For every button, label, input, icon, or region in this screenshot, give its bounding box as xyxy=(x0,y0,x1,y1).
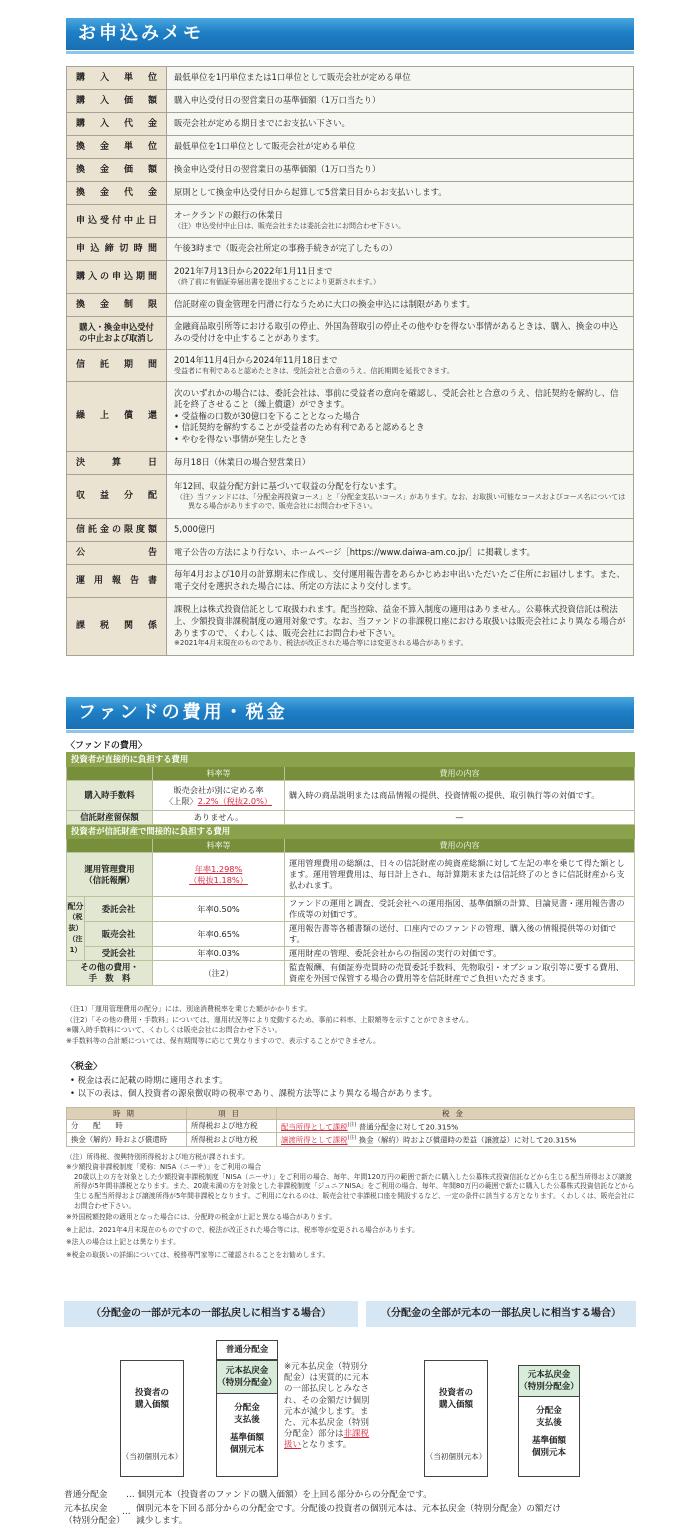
memo-key: 収益分配 xyxy=(67,475,167,519)
memo-key: 換金単位 xyxy=(67,136,167,159)
fee-other-label: その他の費用・ 手 数 料 xyxy=(67,961,153,986)
application-memo-table xyxy=(66,66,634,656)
refund-box: 元本払戻金 （特別分配金） xyxy=(216,1360,278,1394)
memo-key: 購入単位 xyxy=(67,67,167,90)
tax-bullets: • 税金は表に記載の時期に適用されます。 • 以下の表は、個人投資者の源泉徴収時の税率であり、課税方法等により異なる場合があります。 xyxy=(70,1075,438,1098)
memo-key: 購入代金 xyxy=(67,113,167,136)
memo-value: 金融商品取引所等における取引の停止、外国為替取引の停止その他やむを得ない事情があるときは、購入、換金の申込みの受付けを中止することがあります。 xyxy=(167,317,634,350)
fee-itaku-desc: ファンドの運用と調査、受託会社への運用指図、基準価額の計算、目論見書・運用報告書の作成等の対価です。 xyxy=(285,897,635,922)
normal-distribution-box: 普通分配金 xyxy=(216,1340,278,1360)
memo-value: 販売会社が定める期日までにお支払い下さい。 xyxy=(167,113,634,136)
tax-heading: 〈税金〉 xyxy=(66,1062,103,1072)
fee-hanbai-desc: 運用報告書等各種書類の送付、口座内でのファンドの管理、購入後の情報提供等の対価です。 xyxy=(285,922,635,947)
memo-value: オークランドの銀行の休業日 （注）申込受付中止日は、販売会社または委託会社にお問合わせ下さい。 xyxy=(167,205,634,238)
memo-value: 最低単位を1口単位として販売会社が定める単位 xyxy=(167,136,634,159)
fee-buy-label: 購入時手数料 xyxy=(67,781,153,811)
fee-mgmt-label: 運用管理費用 （信託報酬） xyxy=(67,853,153,897)
fee-reserve-label: 信託財産留保額 xyxy=(67,811,153,825)
memo-key: 運用報告書 xyxy=(67,565,167,598)
section-title-memo: お申込みメモ xyxy=(66,18,634,50)
memo-key: 申込受付中止日 xyxy=(67,205,167,238)
memo-value: 毎月18日（休業日の場合翌営業日） xyxy=(167,452,634,475)
tax-row-tax: 譲渡所得として課税$^{(注)}$ 換金（解約）時および償還時の差益（譲渡益）に対して20.315% xyxy=(277,1133,635,1146)
memo-value: 5,000億円 xyxy=(167,519,634,542)
fee-col-desc: 費用の内容 xyxy=(285,767,635,781)
tax-col-period: 時期 xyxy=(67,1108,187,1120)
tax-table xyxy=(66,1107,635,1147)
fee-reserve-rate: ありません。 xyxy=(153,811,285,825)
memo-key: 申込締切時間 xyxy=(67,238,167,261)
memo-value: 午後3時まで（販売会社所定の事務手続きが完了したもの） xyxy=(167,238,634,261)
tax-row-period: 分 配 時 xyxy=(67,1120,187,1133)
memo-key: 購入・換金申込受付 の中止および取消し xyxy=(67,317,167,350)
fee-notes: （注1）「運用管理費用の配分」には、別途消費税率を乗じた額がかかります。 （注2）「その他の費用・手数料」については、運用状況等により変動するため、事前に料率、上限額等を示すことができません。 ※購入時手数料について、くわしくは販売会社にお問合わせ下さい。 ※手数料等の合計額については、保有期間等に応じて異なりますので、表示することができません。 xyxy=(66,1005,473,1045)
memo-key: 購入価額 xyxy=(67,90,167,113)
tax-row-item: 所得税および地方税 xyxy=(187,1133,277,1146)
fee-jutaku-rate: 年率0.03% xyxy=(153,947,285,961)
tax-col-tax: 税金 xyxy=(277,1108,635,1120)
memo-key: 繰上償還 xyxy=(67,382,167,452)
memo-key: 決算日 xyxy=(67,452,167,475)
tax-notes: （注）所得税、復興特別所得税および地方税が課されます。 ※少額投資非課税制度「愛称：NISA（ニーサ）」をご利用の場合 20歳以上の方を対象とした少額投資非課税制度「NISA（ニーサ）」をご利用の場合、毎年、年間120万円の範囲で新たに購入した公募株式投資信託などから生じる配当所得および譲渡所得が5年間非課税となります。また、20歳未満の方を対象とした非課税制度「ジュニアNISA」をご利用の場合、毎年、年間80万円の範囲で新たに購入した公募株式投資信託などから生じる配当所得および譲渡所得が5年間非課税となります。ご利用になれるのは、販売会社で非課税口座を開設するなど、一定の条件に該当する方となります。くわしくは、販売会社にお問合わせ下さい。 ※外国税額控除の適用となった場合には、分配時の税金が上記と異なる場合があります。 ※上記は、2021年4月末現在のものですので、税法が改正された場合等には、税率等が変更される場合があります。 ※法人の場合は上記とは異なります。 ※税金の取扱いの詳細については、税務専門家等にご確認されることをお勧めします。 xyxy=(66,1153,635,1260)
after-payout-box-right: 分配金 支払後 基準価額 個別元本 xyxy=(518,1397,580,1477)
fee-other-rate: （注2） xyxy=(153,961,285,986)
fee-mgmt-desc: 運用管理費用の総額は、日々の信託財産の純資産総額に対して左記の率を乗じて得た額とします。運用管理費用は、毎日計上され、毎計算期末または信託終了のときに信託財産から支払われます。 xyxy=(285,853,635,897)
memo-key: 信託金の限度額 xyxy=(67,519,167,542)
fee-itaku-rate: 年率0.50% xyxy=(153,897,285,922)
memo-key: 購入の申込期間 xyxy=(67,261,167,294)
legend-normal: 普通分配金 … 個別元本（投資者のファンドの購入価額）を上回る部分からの分配金です。 xyxy=(64,1490,432,1500)
payout-right-title: （分配金の全部が元本の一部払戻しに相当する場合） xyxy=(366,1301,636,1327)
memo-key: 換金価額 xyxy=(67,159,167,182)
memo-key: 公告 xyxy=(67,542,167,565)
fee-alloc-label: 配分 （税抜） （注1） xyxy=(67,897,85,961)
memo-value: 最低単位を1円単位または1口単位として販売会社が定める単位 xyxy=(167,67,634,90)
memo-key: 信託期間 xyxy=(67,350,167,382)
memo-value: 電子公告の方法により行ない、ホームページ［https://www.daiwa-am.co.jp/］に掲載します。 xyxy=(167,542,634,565)
memo-key: 換金制限 xyxy=(67,294,167,317)
fee-section-direct: 投資者が直接的に負担する費用 xyxy=(67,753,635,767)
memo-value: 課税上は株式投資信託として取扱われます。配当控除、益金不算入制度の適用はありません。公募株式投資信託は税法上、少額投資非課税制度の適用対象です。なお、当ファンドの非課税口座における取扱いは販売会社により異なる場合がありますので、くわしくは、販売会社にお問合わせ下さい。 ※2021年4月末現在のものであり、税法が改正された場合等には変更される場合があります。 xyxy=(167,598,634,656)
memo-key: 換金代金 xyxy=(67,182,167,205)
fee-jutaku-desc: 運用財産の管理、委託会社からの指図の実行の対価です。 xyxy=(285,947,635,961)
tax-row-item: 所得税および地方税 xyxy=(187,1120,277,1133)
memo-value: 購入申込受付日の翌営業日の基準価額（1万口当たり） xyxy=(167,90,634,113)
investor-price-box-right: 投資者の 購入価額 （当初個別元本） xyxy=(424,1360,488,1477)
payout-left-title: （分配金の一部が元本の一部払戻しに相当する場合） xyxy=(64,1301,358,1327)
memo-value: 信託財産の資金管理を円滑に行なうために大口の換金申込には制限があります。 xyxy=(167,294,634,317)
fee-hanbai-label: 販売会社 xyxy=(85,922,153,947)
refund-box-right: 元本払戻金 （特別分配金） xyxy=(518,1365,580,1397)
fee-section-indirect: 投資者が信託財産で間接的に負担する費用 xyxy=(67,825,635,839)
after-payout-box: 分配金 支払後 基準価額 個別元本 xyxy=(216,1394,278,1477)
memo-value: 原則として換金申込受付日から起算して5営業日目からお支払いします。 xyxy=(167,182,634,205)
fee-col-rate: 料率等 xyxy=(153,767,285,781)
fee-itaku-label: 委託会社 xyxy=(85,897,153,922)
tax-row-period: 換金（解約）時および償還時 xyxy=(67,1133,187,1146)
fee-reserve-desc: — xyxy=(285,811,635,825)
fee-hanbai-rate: 年率0.65% xyxy=(153,922,285,947)
memo-value: 2021年7月13日から2022年1月11日まで （終了前に有価証券届出書を提出することにより更新されます。） xyxy=(167,261,634,294)
fee-buy-desc: 購入時の商品説明または商品情報の提供、投資情報の提供、取引執行等の対価です。 xyxy=(285,781,635,811)
memo-value: 年12回、収益分配方針に基づいて収益の分配を行ないます。 （注）当ファンドには、「分配金再投資コース」と「分配金支払いコース」があります。なお、お取扱い可能なコースおよびコース名については異なる場合がありますので、販売会社にお問合わせ下さい。 xyxy=(167,475,634,519)
fee-mgmt-rate: 年率1.298% （税抜1.18%） xyxy=(153,853,285,897)
fund-fee-table xyxy=(66,752,635,986)
fee-col-rate: 料率等 xyxy=(153,839,285,853)
fee-col-desc: 費用の内容 xyxy=(285,839,635,853)
refund-note: ※元本払戻金（特別分配金）は実質的に元本の一部払戻しとみなされ、その金額だけ個別元本が減少します。また、元本払戻金（特別分配金）部分は非課税扱いとなります。 xyxy=(284,1362,370,1451)
tax-row-tax: 配当所得として課税$^{(注)}$ 普通分配金に対して20.315% xyxy=(277,1120,635,1133)
tax-col-item: 項目 xyxy=(187,1108,277,1120)
fee-other-desc: 監査報酬、有価証券売買時の売買委託手数料、先物取引・オプション取引等に要する費用、資産を外国で保管する場合の費用等を信託財産でご負担いただきます。 xyxy=(285,961,635,986)
memo-value: 次のいずれかの場合には、委託会社は、事前に受益者の意向を確認し、受託会社と合意のうえ、信託契約を解約し、信託を終了させること（繰上償還）ができます。 • 受益権の口数が30億口を下ることとなった場合 • 信託契約を解約することが受益者のため有利であると認めるとき • やむを得ない事情が発生したとき xyxy=(167,382,634,452)
memo-value: 2014年11月4日から2024年11月18日まで 受益者に有利であると認めたときは、受託会社と合意のうえ、信託期間を延長できます。 xyxy=(167,350,634,382)
fee-jutaku-label: 受託会社 xyxy=(85,947,153,961)
memo-key: 課税関係 xyxy=(67,598,167,656)
memo-value: 換金申込受付日の翌営業日の基準価額（1万口当たり） xyxy=(167,159,634,182)
fee-buy-rate: 販売会社が別に定める率 〈上限〉2.2%（税抜2.0%） xyxy=(153,781,285,811)
fees-heading: 〈ファンドの費用〉 xyxy=(66,741,147,751)
investor-price-box: 投資者の 購入価額 （当初個別元本） xyxy=(120,1360,184,1477)
memo-value: 毎年4月および10月の計算期末に作成し、交付運用報告書をあらかじめお申出いただいたご住所にお届けします。また、電子交付を選択された場合には、所定の方法により交付します。 xyxy=(167,565,634,598)
section-title-fees: ファンドの費用・税金 xyxy=(66,697,634,729)
